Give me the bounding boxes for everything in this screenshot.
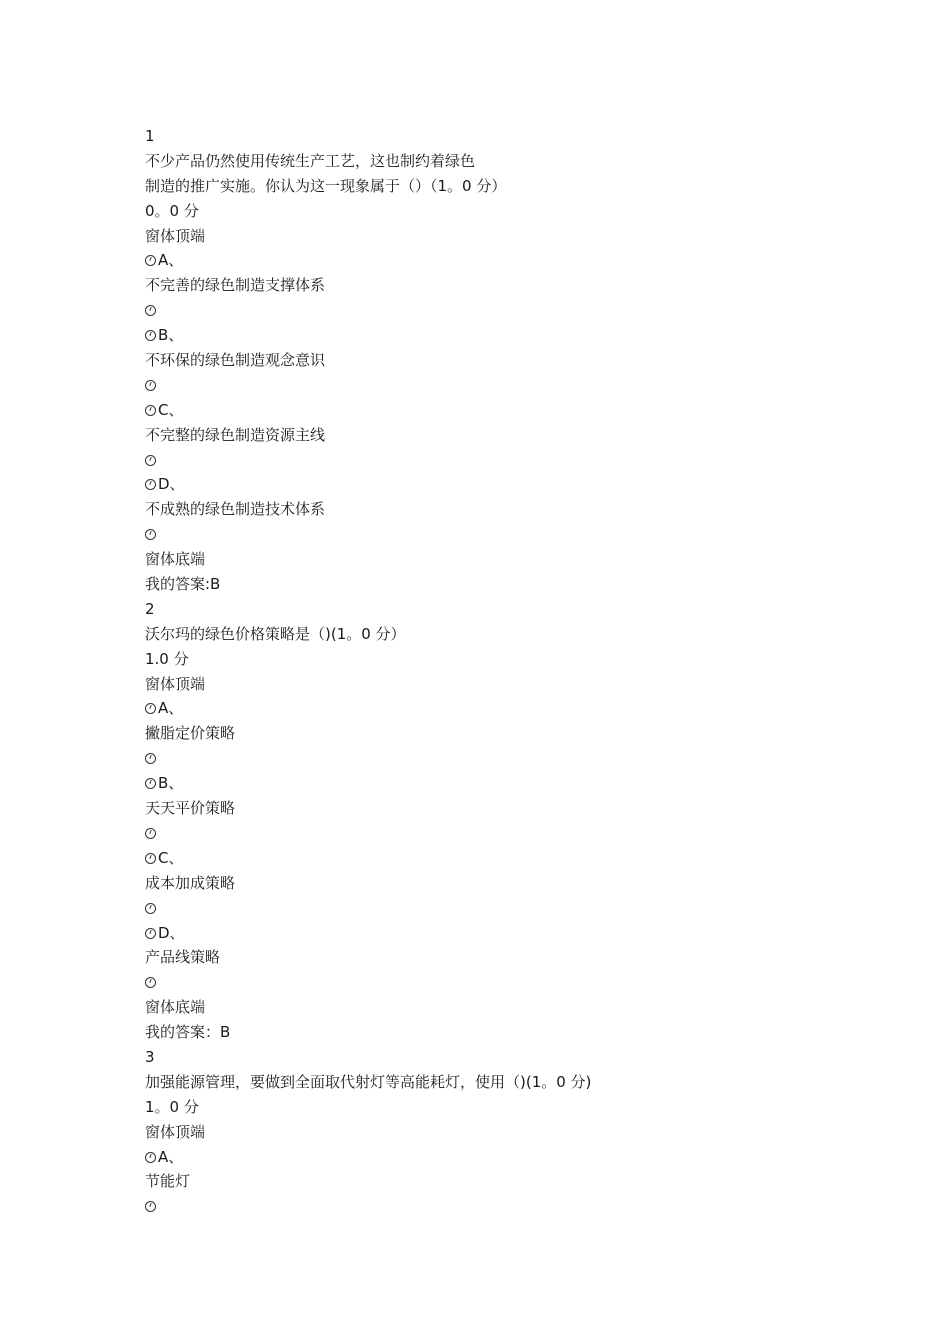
radio-icon[interactable] <box>145 529 156 540</box>
option-b[interactable] <box>145 771 845 796</box>
my-answer: 我的答案:B <box>145 575 221 594</box>
question-score: 1。0 分 <box>145 1097 199 1116</box>
option-control[interactable] <box>145 821 845 846</box>
option-control[interactable] <box>145 373 845 398</box>
radio-icon[interactable] <box>145 305 156 316</box>
radio-icon[interactable] <box>145 405 156 416</box>
option-letter: A、 <box>158 1147 184 1166</box>
option-text: 不完善的绿色制造支撑体系 <box>145 276 326 295</box>
option-control[interactable] <box>145 896 845 921</box>
option-a[interactable] <box>145 696 845 721</box>
radio-icon[interactable] <box>145 828 156 839</box>
question-score: 1.0 分 <box>145 649 189 668</box>
option-letter: A、 <box>158 699 184 718</box>
option-b[interactable] <box>145 323 845 348</box>
radio-icon[interactable] <box>145 928 156 939</box>
question-text: 沃尔玛的绿色价格策略是（)(1。0 分） <box>145 624 406 643</box>
option-control[interactable] <box>145 298 845 323</box>
option-d[interactable] <box>145 472 845 497</box>
question-number: 3 <box>145 1047 155 1066</box>
option-control[interactable] <box>145 448 845 473</box>
question-text: 制造的推广实施。你认为这一现象属于（）（1。0 分） <box>145 176 507 195</box>
option-letter: D、 <box>158 923 185 942</box>
form-top-marker: 窗体顶端 <box>145 1122 206 1141</box>
option-control[interactable] <box>145 970 845 995</box>
radio-icon[interactable] <box>145 330 156 341</box>
option-letter: C、 <box>158 848 184 867</box>
option-c[interactable] <box>145 398 845 423</box>
option-letter: D、 <box>158 475 185 494</box>
question-number: 1 <box>145 127 155 145</box>
form-bottom-marker: 窗体底端 <box>145 550 206 569</box>
radio-icon[interactable] <box>145 1152 156 1163</box>
radio-icon[interactable] <box>145 455 156 466</box>
document-page <box>145 124 845 1219</box>
option-a[interactable] <box>145 248 845 273</box>
radio-icon[interactable] <box>145 255 156 266</box>
option-letter: B、 <box>158 774 184 793</box>
option-text: 撇脂定价策略 <box>145 724 236 743</box>
radio-icon[interactable] <box>145 703 156 714</box>
option-control[interactable] <box>145 746 845 771</box>
my-answer: 我的答案：B <box>145 1023 231 1042</box>
radio-icon[interactable] <box>145 977 156 988</box>
question-text: 不少产品仍然使用传统生产工艺，这也制约着绿色 <box>145 151 476 170</box>
option-text: 产品线策略 <box>145 948 221 967</box>
option-a[interactable] <box>145 1145 845 1170</box>
radio-icon[interactable] <box>145 479 156 490</box>
form-top-marker: 窗体顶端 <box>145 226 206 245</box>
radio-icon[interactable] <box>145 778 156 789</box>
question-text: 加强能源管理，要做到全面取代射灯等高能耗灯，使用（)(1。0 分) <box>145 1072 592 1091</box>
question-score: 0。0 分 <box>145 201 199 220</box>
option-letter: A、 <box>158 251 184 270</box>
option-text: 天天平价策略 <box>145 799 236 818</box>
option-letter: B、 <box>158 326 184 345</box>
question-number: 2 <box>145 599 155 618</box>
form-bottom-marker: 窗体底端 <box>145 998 206 1017</box>
option-text: 不环保的绿色制造观念意识 <box>145 351 326 370</box>
option-text: 成本加成策略 <box>145 873 236 892</box>
option-c[interactable] <box>145 846 845 871</box>
option-control[interactable] <box>145 1194 845 1219</box>
radio-icon[interactable] <box>145 853 156 864</box>
form-top-marker: 窗体顶端 <box>145 674 206 693</box>
option-text: 不成熟的绿色制造技术体系 <box>145 500 326 519</box>
radio-icon[interactable] <box>145 1201 156 1212</box>
option-letter: C、 <box>158 400 184 419</box>
radio-icon[interactable] <box>145 903 156 914</box>
option-d[interactable] <box>145 921 845 946</box>
option-text: 节能灯 <box>145 1172 191 1191</box>
radio-icon[interactable] <box>145 380 156 391</box>
radio-icon[interactable] <box>145 753 156 764</box>
option-control[interactable] <box>145 522 845 547</box>
option-text: 不完整的绿色制造资源主线 <box>145 425 326 444</box>
